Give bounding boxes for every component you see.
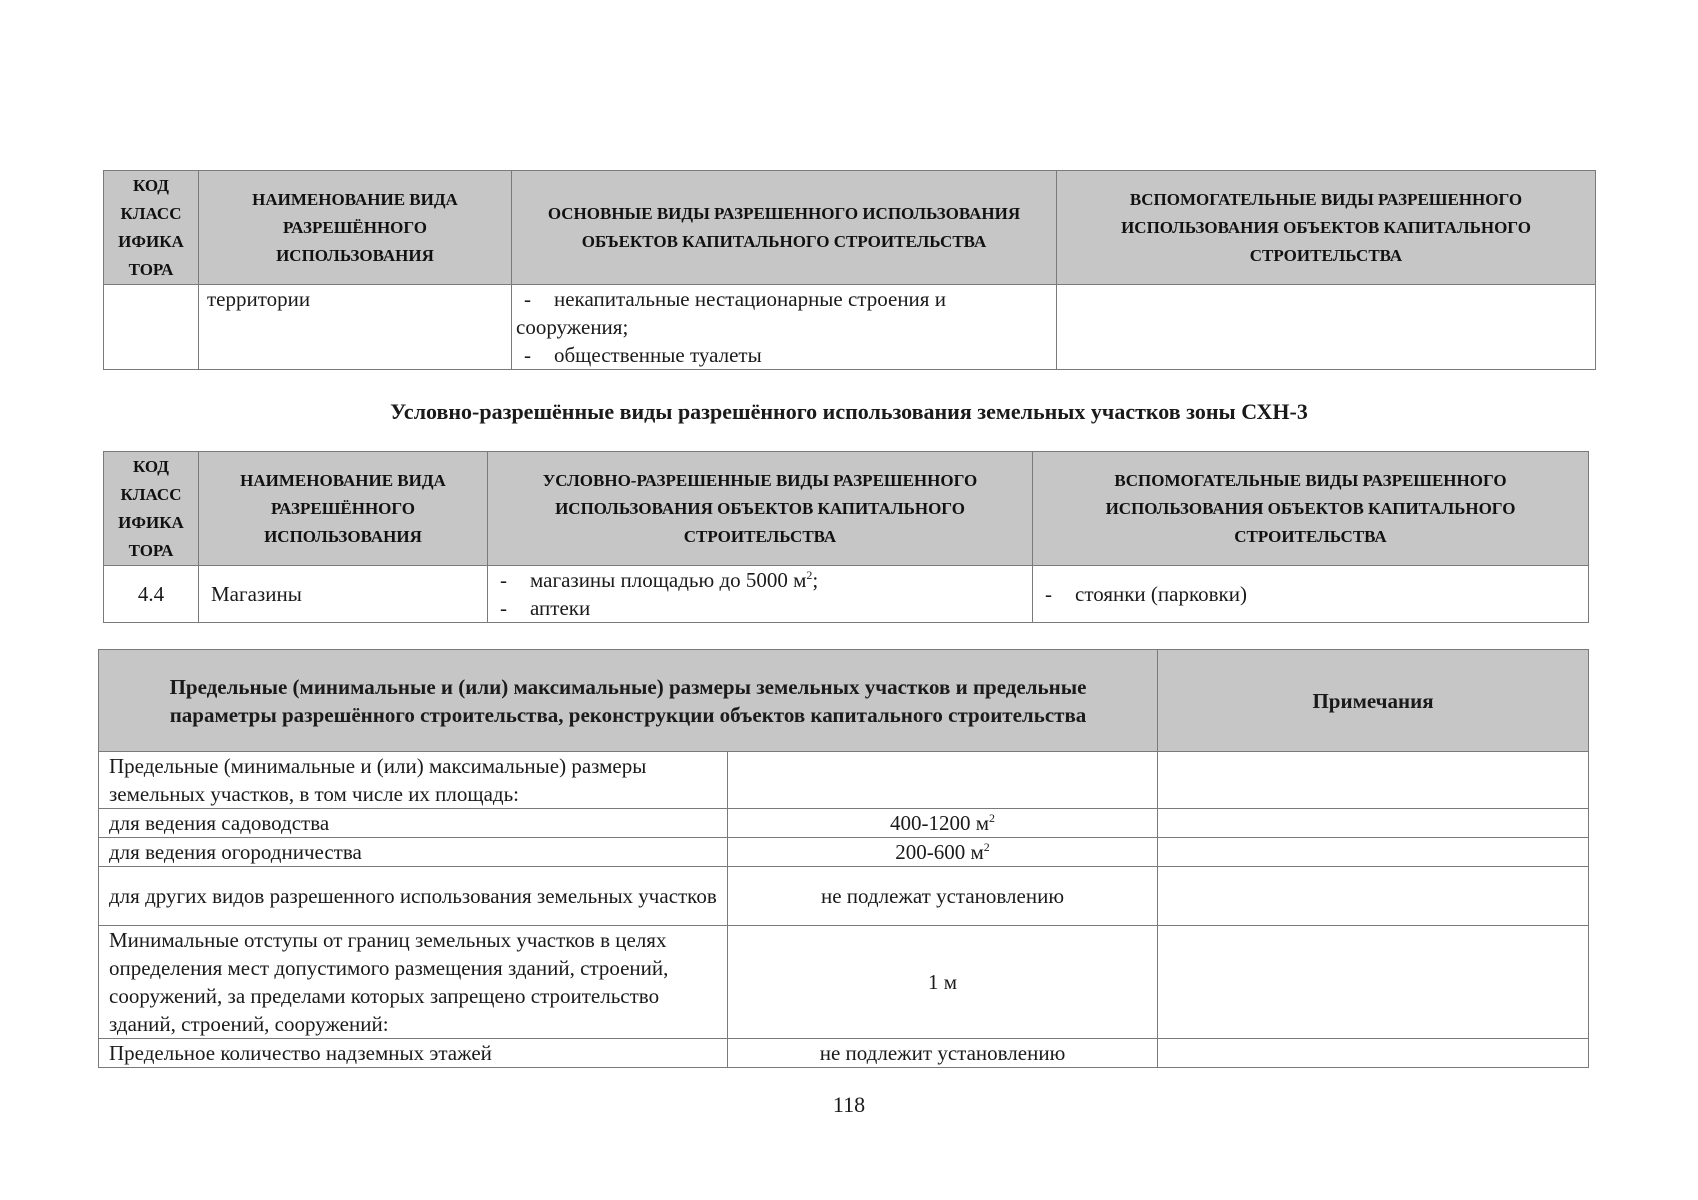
table-row [99,838,1589,867]
header-code-line: КЛАСС [120,484,182,504]
param-note [1158,1039,1589,1068]
list-item [516,285,1052,341]
row-items [512,285,1057,370]
list-item [492,594,1028,622]
table-row [99,809,1589,838]
param-value [728,809,1158,838]
table-row [104,285,1596,370]
param-label: для других видов разрешенного использования земельных участков [99,867,728,926]
param-value [728,867,1158,926]
row-aux [1057,285,1596,370]
table-header-row [104,171,1596,285]
header-code-line: КЛАСС [120,203,182,223]
param-value-text: не подлежит установлению [819,1041,1066,1065]
table-header-row [104,452,1589,566]
param-value [728,838,1158,867]
param-note [1158,752,1589,809]
param-label: для ведения садоводства [99,809,728,838]
list-item [516,341,1052,369]
param-label: для ведения огородничества [99,838,728,867]
main-uses-table [103,170,1596,370]
param-value-text: 400-1200 м [889,811,990,835]
list-item-tail: ; [812,568,819,592]
list-item-text: магазины площадью до 5000 м [530,568,807,592]
header-aux-uses: ВСПОМОГАТЕЛЬНЫЕ ВИДЫ РАЗРЕШЕННОГО ИСПОЛЬЗОВАНИЯ ОБЪЕКТОВ КАПИТАЛЬНОГО СТРОИТЕЛЬСТВА [1033,452,1589,566]
header-code [104,452,199,566]
row-name: территории [199,285,512,370]
param-note [1158,926,1589,1039]
table-row [104,566,1589,623]
param-label: Минимальные отступы от границ земельных участков в целях определения мест допустимого размещения зданий, строений, сооружений, за пределами которых запрещено строительство зданий, строений, сооружений: [99,926,728,1039]
param-label: Предельные (минимальные и (или) максимальные) размеры земельных участков, в том числе их площадь: [99,752,728,809]
page-number: 118 [832,1092,866,1117]
param-value-text: не подлежат установлению [820,884,1065,908]
superscript: 2 [983,840,990,854]
header-notes: Примечания [1158,650,1589,752]
list-item-text: аптеки [530,596,591,620]
header-name: НАИМЕНОВАНИЕ ВИДА РАЗРЕШЁННОГО ИСПОЛЬЗОВАНИЯ [199,452,488,566]
table-row [99,867,1589,926]
row-code: 4.4 [104,566,199,623]
header-code [104,171,199,285]
dash-marker: - [524,287,531,311]
dash-marker: - [524,343,531,367]
table-row [99,926,1589,1039]
header-code-line: ИФИКА [118,231,184,251]
header-code-line: КОД [133,456,169,476]
conditional-uses-table [103,451,1589,623]
dash-marker: - [500,596,507,620]
param-value-text: 200-600 м [895,840,984,864]
parameters-table [98,649,1589,1068]
param-note [1158,809,1589,838]
section-heading: Условно-разрешённые виды разрешённого использования земельных участков зоны СХН-3 [390,399,1308,424]
list-item-text: общественные туалеты [554,343,762,367]
table-row [99,752,1589,809]
header-code-line: ТОРА [128,259,174,279]
superscript: 2 [989,811,996,825]
row-name: Магазины [199,566,488,623]
list-item-text: некапитальные нестационарные строения и сооружения; [516,287,946,339]
param-note [1158,867,1589,926]
row-items [488,566,1033,623]
param-label: Предельное количество надземных этажей [99,1039,728,1068]
table-header-row [99,650,1589,752]
row-code [104,285,199,370]
header-aux-uses: ВСПОМОГАТЕЛЬНЫЕ ВИДЫ РАЗРЕШЕННОГО ИСПОЛЬЗОВАНИЯ ОБЪЕКТОВ КАПИТАЛЬНОГО СТРОИТЕЛЬСТВА [1057,171,1596,285]
row-aux [1033,566,1589,623]
param-value [728,926,1158,1039]
param-note [1158,838,1589,867]
header-code-line: КОД [133,175,169,195]
superscript: 2 [806,568,813,582]
header-main-uses: ОСНОВНЫЕ ВИДЫ РАЗРЕШЕННОГО ИСПОЛЬЗОВАНИЯ ОБЪЕКТОВ КАПИТАЛЬНОГО СТРОИТЕЛЬСТВА [512,171,1057,285]
header-name: НАИМЕНОВАНИЕ ВИДА РАЗРЕШЁННОГО ИСПОЛЬЗОВАНИЯ [199,171,512,285]
param-value-text: 1 м [927,970,958,994]
table-row [99,1039,1589,1068]
header-parameters: Предельные (минимальные и (или) максимальные) размеры земельных участков и предельные параметры разрешённого строительства, реконструкции объектов капитального строительства [99,650,1158,752]
header-conditional-uses: УСЛОВНО-РАЗРЕШЕННЫЕ ВИДЫ РАЗРЕШЕННОГО ИСПОЛЬЗОВАНИЯ ОБЪЕКТОВ КАПИТАЛЬНОГО СТРОИТЕЛЬСТВА [488,452,1033,566]
row-aux-text: стоянки (парковки) [1075,582,1247,606]
header-code-line: ТОРА [128,540,174,560]
param-value [728,1039,1158,1068]
dash-marker: - [1045,582,1052,606]
param-value [728,752,1158,809]
list-item [492,566,1028,594]
dash-marker: - [500,568,507,592]
header-code-line: ИФИКА [118,512,184,532]
